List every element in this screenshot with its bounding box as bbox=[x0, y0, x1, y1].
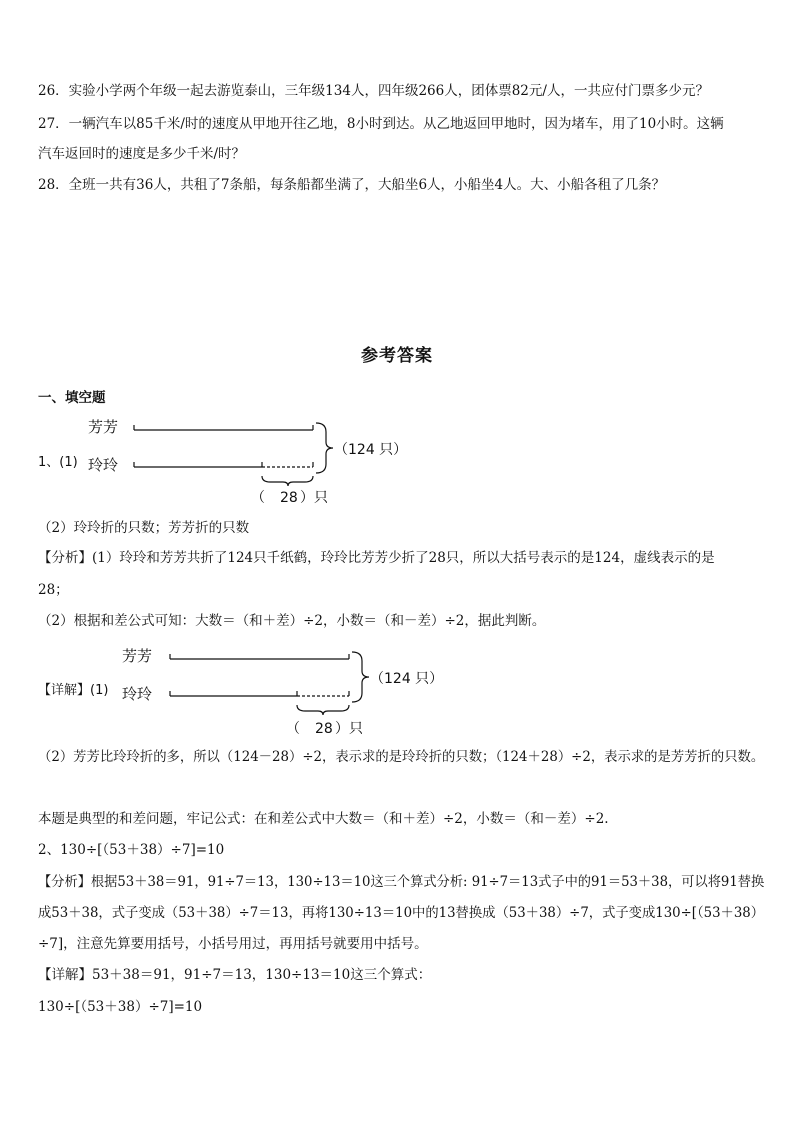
detail1-summary: 本题是典型的和差问题，牢记公式：在和差公式中大数＝（和＋差）÷2，小数＝（和－差）÷2. bbox=[38, 811, 609, 827]
section-heading: 一、填空题 bbox=[38, 390, 106, 406]
diagram2-label-fangfang: 芳芳 bbox=[122, 647, 153, 665]
question-28: 28．全班一共有36人，共租了7条船，每条船都坐满了，大船坐6人，小船坐4人。大、小船各租了几条？ bbox=[38, 177, 666, 193]
analysis1-line1: 【分析】(1）玲玲和芳芳共折了124只千纸鹤，玲玲比芳芳少折了28只，所以大括号表示的是124，虚线表示的是 bbox=[38, 550, 715, 566]
diagram1-label-lingling: 玲玲 bbox=[88, 456, 119, 474]
diagram1-prefix: 1、(1) bbox=[38, 455, 78, 470]
diagram1-total-brace bbox=[316, 423, 333, 473]
diagram1-diff-open: （ bbox=[251, 490, 265, 506]
q2-analysis-line1: 【分析】根据53＋38＝91，91÷7＝13，130÷13＝10这三个算式分析: 91÷7＝13式子中的91＝53＋38，可以将91替换 bbox=[38, 874, 765, 890]
analysis1-line2: 28； bbox=[38, 582, 69, 598]
answer-title: 参考答案 bbox=[361, 346, 433, 366]
q2-answer: 2、130÷[（53＋38）÷7]=10 bbox=[38, 842, 225, 858]
question-27-line2: 汽车返回时的速度是多少千米/时？ bbox=[38, 146, 246, 162]
diagram2-prefix: 【详解】(1) bbox=[38, 683, 109, 698]
q2-analysis-line2: 成53＋38，式子变成（53＋38）÷7＝13，再将130÷13＝10中的13替换成（53＋38）÷7，式子变成130÷[（53＋38） bbox=[38, 905, 765, 921]
q1-part2-answer: （2）玲玲折的只数；芳芳折的只数 bbox=[38, 520, 250, 536]
diagram1-total-label: （124 只） bbox=[334, 442, 408, 458]
diagram2-diff-value: 28 bbox=[315, 721, 333, 737]
diagram2-total-label: （124 只） bbox=[370, 671, 444, 687]
line-diagram-1 bbox=[0, 414, 794, 504]
diagram1-diff-value: 28 bbox=[280, 490, 298, 506]
detail1-line1: （2）芳芳比玲玲折的多，所以（124－28）÷2，表示求的是玲玲折的只数；（124＋28）÷2，表示求的是芳芳折的只数。 bbox=[38, 749, 765, 765]
diagram2-diff-open: （ bbox=[286, 721, 300, 737]
diagram1-bar-fangfang bbox=[134, 425, 313, 430]
diagram2-label-lingling: 玲玲 bbox=[122, 685, 153, 703]
q2-detail-line1: 【详解】53＋38＝91，91÷7＝13，130÷13＝10这三个算式： bbox=[38, 967, 432, 983]
question-27-line1: 27．一辆汽车以85千米/时的速度从甲地开往乙地，8小时到达。从乙地返回甲地时，因为堵车，用了10小时。这辆 bbox=[38, 116, 724, 132]
line-diagram-2 bbox=[0, 643, 794, 737]
q2-detail-line2: 130÷[（53＋38）÷7]=10 bbox=[38, 999, 203, 1015]
diagram1-diff-brace bbox=[262, 476, 313, 486]
diagram1-diff-close: ）只 bbox=[300, 490, 328, 506]
diagram1-bar-lingling bbox=[134, 462, 313, 467]
diagram2-total-brace bbox=[352, 652, 369, 702]
diagram2-bar-lingling bbox=[170, 691, 349, 696]
diagram1-label-fangfang: 芳芳 bbox=[88, 418, 119, 436]
analysis1-line3: （2）根据和差公式可知：大数＝（和＋差）÷2，小数＝（和－差）÷2，据此判断。 bbox=[38, 613, 546, 629]
question-26: 26．实验小学两个年级一起去游览泰山，三年级134人，四年级266人，团体票82元/人，一共应付门票多少元？ bbox=[38, 83, 709, 99]
q2-analysis-line3: ÷7]，注意先算要用括号，小括号用过，再用括号就要用中括号。 bbox=[38, 936, 428, 952]
diagram2-diff-close: ）只 bbox=[335, 721, 363, 737]
diagram2-bar-fangfang bbox=[170, 654, 349, 659]
diagram2-diff-brace bbox=[297, 705, 349, 715]
